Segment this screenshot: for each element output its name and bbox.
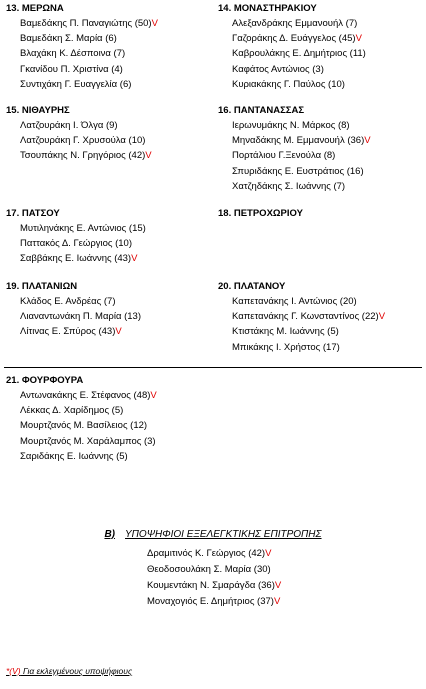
candidate-row xyxy=(147,594,281,610)
section-title: 21. ΦΟΥΡΦΟΥΡΑ xyxy=(6,375,84,386)
candidate-row xyxy=(6,118,152,133)
candidate-name: Λέκκας Δ. Χαρίδημος (5) xyxy=(20,405,124,417)
candidate-row xyxy=(218,164,371,179)
candidate-name: Βλαχάκη Κ. Δέσποινα (7) xyxy=(20,48,126,60)
section-20-platanou xyxy=(218,279,385,355)
candidate-name: Μυτιληνάκης Ε. Αντώνιος (15) xyxy=(20,223,146,234)
candidate-name: Πορτάλιου Γ.Ξενούλα (8) xyxy=(232,150,336,162)
candidate-name: Κυριακάκης Γ. Παύλος (10) xyxy=(232,78,345,90)
candidate-name: Λιαναντωνάκη Π. Μαρία (13) xyxy=(20,311,141,323)
candidate-name: Λατζουράκη Γ. Χρυσούλα (10) xyxy=(20,135,146,147)
candidate-row xyxy=(218,179,371,194)
audit-committee-heading xyxy=(0,529,426,540)
candidate-row xyxy=(218,16,366,31)
candidate-name: Τσουπάκης Ν. Γρηγόριος (42) xyxy=(20,150,146,162)
candidate-name: Χατζηδάκης Σ. Ιωάννης (7) xyxy=(232,180,346,192)
candidate-name: Μουρτζανός Μ. Χαράλαμπος (3) xyxy=(20,435,156,447)
section-divider xyxy=(4,367,422,368)
candidate-row xyxy=(218,324,385,339)
candidate-row xyxy=(6,309,141,324)
elected-mark: V xyxy=(274,580,282,591)
candidate-name: Καπετανάκης Ι. Αντώνιος (20) xyxy=(232,296,357,307)
candidate-name: Αλεξανδράκης Εμμανουήλ (7) xyxy=(232,18,358,29)
candidate-name: Καβρουλάκης Ε. Δημήτριος (11) xyxy=(232,48,366,60)
elected-mark: V xyxy=(150,390,157,401)
candidate-name: Σαριδάκης Ε. Ιωάννης (5) xyxy=(20,450,128,462)
candidate-name: Γαζοράκης Δ. Ευάγγελος (45) xyxy=(232,33,356,45)
candidate-row xyxy=(218,340,385,355)
elected-mark: V xyxy=(364,135,371,147)
candidate-row xyxy=(6,77,158,92)
section-14-monastirakiou xyxy=(218,1,366,92)
elected-mark: V xyxy=(115,326,122,338)
candidate-row xyxy=(6,16,158,31)
candidate-name: Σπυριδάκης Ε. Ευστράτιος (16) xyxy=(232,165,364,177)
candidate-row xyxy=(218,62,366,77)
candidate-row xyxy=(147,562,281,578)
candidate-row xyxy=(6,251,146,266)
section-13-meronas xyxy=(6,1,158,92)
footnote xyxy=(6,666,132,676)
candidate-row xyxy=(6,388,157,403)
candidate-row xyxy=(6,236,146,251)
candidate-name: Μπικάκης Ι. Χρήστος (17) xyxy=(232,341,340,353)
candidate-name: Αντωνακάκης Ε. Στέφανος (48) xyxy=(20,390,151,401)
elected-mark: V xyxy=(265,548,272,559)
candidate-name: Παττακός Δ. Γεώργιος (10) xyxy=(20,238,132,250)
section-18-petrochoriou xyxy=(218,206,303,221)
candidate-name: Μοναχογιός Ε. Δημήτριος (37) xyxy=(147,596,274,607)
section-b-letter: Β) xyxy=(104,529,116,540)
candidate-name: Συντιχάκη Γ. Ευαγγελία (6) xyxy=(20,78,132,90)
candidate-row xyxy=(6,148,152,163)
section-16-pantanassas xyxy=(218,103,371,194)
candidate-row xyxy=(147,546,281,562)
section-title: 18. ΠΕΤΡΟΧΩΡΙΟΥ xyxy=(218,208,303,219)
elected-mark: V xyxy=(131,253,138,265)
candidate-name: Μουρτζανός Μ. Βασίλειος (12) xyxy=(20,420,148,432)
elected-mark: V xyxy=(378,311,386,323)
candidate-row xyxy=(218,31,366,46)
candidate-row xyxy=(218,46,366,61)
section-title: 16. ΠΑΝΤΑΝΑΣΣΑΣ xyxy=(218,105,305,116)
candidate-name: Βαμεδάκη Σ. Μαρία (6) xyxy=(20,33,117,45)
candidate-row xyxy=(218,294,385,309)
elected-mark: V xyxy=(355,33,362,45)
section-title: 19. ΠΛΑΤΑΝΙΩΝ xyxy=(6,281,78,292)
candidate-row xyxy=(218,133,371,148)
candidate-row xyxy=(147,578,281,594)
candidate-name: Κτιστάκης Μ. Ιωάννης (5) xyxy=(232,326,339,338)
section-b-title: ΥΠΟΨΗΦΙΟΙ ΕΞΕΛΕΓΚΤΙΚΗΣ ΕΠΙΤΡΟΠΗΣ xyxy=(125,529,322,540)
elected-mark: V xyxy=(151,18,158,29)
candidate-name: Σαββάκης Ε. Ιωάννης (43) xyxy=(20,253,132,265)
candidate-name: Μηναδάκης Μ. Εμμανουήλ (36) xyxy=(232,135,365,147)
section-21-fourfoura xyxy=(6,373,157,464)
section-title: 20. ΠΛΑΤΑΝΟΥ xyxy=(218,281,286,292)
candidate-row xyxy=(6,62,158,77)
candidate-name: Λίτινας Ε. Σπύρος (43) xyxy=(20,326,116,338)
candidate-row xyxy=(6,403,157,418)
section-19-plataniwn xyxy=(6,279,141,340)
candidate-row xyxy=(6,221,146,236)
audit-committee-list xyxy=(147,546,281,610)
elected-mark: V xyxy=(145,150,152,162)
footnote-mark: *(V) xyxy=(6,666,21,676)
candidate-row xyxy=(6,434,157,449)
candidate-name: Κουμεντάκη Ν. Σμαράγδα (36) xyxy=(147,580,275,591)
section-title: 17. ΠΑΤΣΟΥ xyxy=(6,208,60,219)
section-title: 13. ΜΕΡΩΝΑ xyxy=(6,3,64,14)
candidate-name: Ιερωνυμάκης Ν. Μάρκος (8) xyxy=(232,120,350,131)
section-15-nithavris xyxy=(6,103,152,164)
candidate-row xyxy=(6,294,141,309)
candidate-name: Γκανίδου Π. Χριστίνα (4) xyxy=(20,63,123,75)
candidate-name: Καφάτος Αντώνιος (3) xyxy=(232,63,324,75)
section-17-patsou xyxy=(6,206,146,267)
candidate-row xyxy=(6,31,158,46)
candidate-row xyxy=(6,133,152,148)
candidate-name: Βαμεδάκης Π. Παναγιώτης (50) xyxy=(20,18,152,29)
candidate-name: Λατζουράκη Ι. Όλγα (9) xyxy=(20,120,118,131)
section-title: 15. ΝΙΘΑΥΡΗΣ xyxy=(6,105,70,116)
candidate-row xyxy=(218,118,371,133)
candidate-name: Δραμιτινός Κ. Γεώργιος (42) xyxy=(147,548,266,559)
candidate-row xyxy=(6,449,157,464)
candidate-row xyxy=(6,324,141,339)
candidate-row xyxy=(218,148,371,163)
section-title: 14. ΜΟΝΑΣΤΗΡΑΚΙΟΥ xyxy=(218,3,317,14)
candidate-row xyxy=(218,309,385,324)
candidate-name: Καπετανάκης Γ. Κωνσταντίνος (22) xyxy=(232,311,379,323)
elected-mark: V xyxy=(273,596,281,607)
footnote-text: Για εκλεγμένους υποψήφιους xyxy=(20,666,133,676)
candidate-row xyxy=(6,418,157,433)
candidate-row xyxy=(218,77,366,92)
candidate-name: Θεοδοσουλάκη Σ. Μαρία (30) xyxy=(147,564,271,575)
candidate-row xyxy=(6,46,158,61)
candidate-name: Κλάδος Ε. Ανδρέας (7) xyxy=(20,296,116,307)
